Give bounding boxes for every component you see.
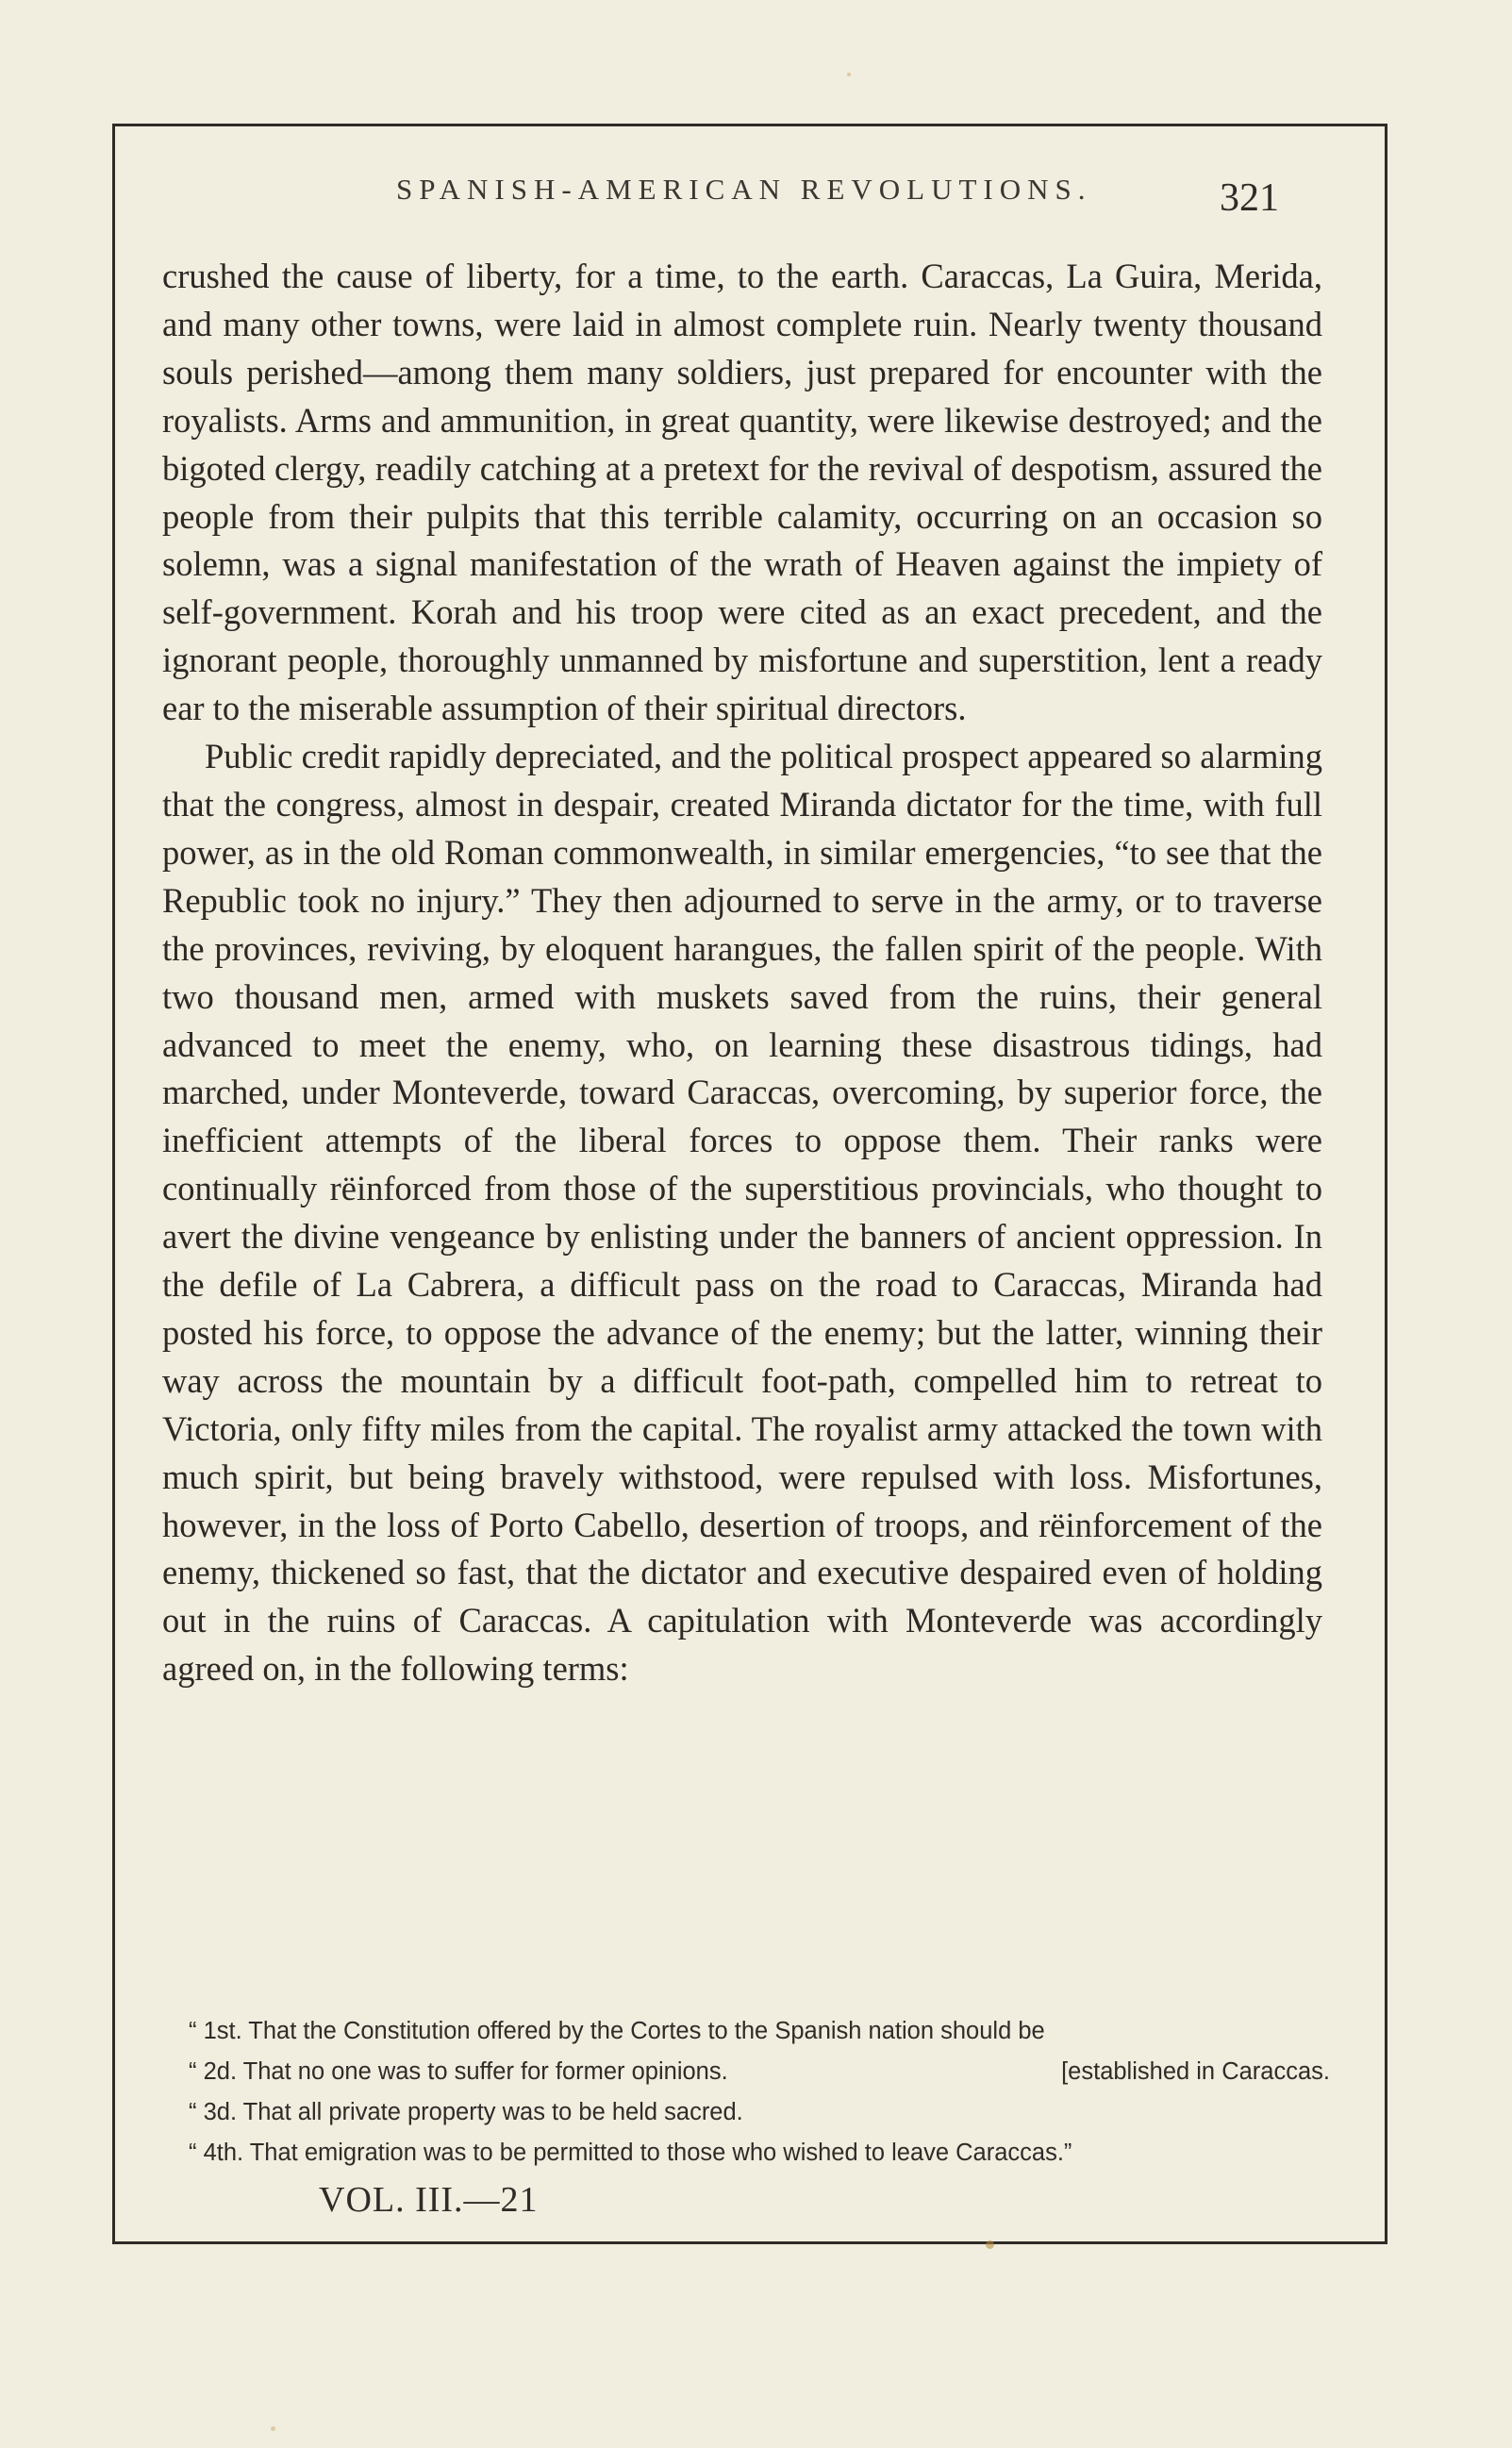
- running-head-title: SPANISH-AMERICAN REVOLUTIONS.: [396, 173, 1092, 206]
- footnote-line: [189, 2133, 1330, 2173]
- body-text: [162, 253, 1322, 1693]
- footnote-line: [189, 2052, 1330, 2092]
- paper-speck: [847, 73, 851, 76]
- paper-speck: [271, 2426, 275, 2431]
- footnote-text: “ 1st. That the Constitution offered by the Cortes to the Spanish nation should be: [189, 2018, 1045, 2044]
- paragraph-2: Public credit rapidly depreciated, and the political prospect appeared so alarming that the congress, almost in despair, created Miranda dictator for the time, with full power, as in the old Roman commonwealth, in similar emergencies, “to see that the Republic took no injury.” They then adjourned to serve in the army, or to traverse the provinces, reviving, by eloquent harangues, the fallen spirit of the people. With two thousand men, armed with muskets saved from the ruins, their general advanced to meet the enemy, who, on learning these disastrous tidings, had marched, under Monteverde, toward Caraccas, overcoming, by superior force, the inefficient attempts of the liberal forces to oppose them. Their ranks were continually rëinforced from those of the superstitious provincials, who thought to avert the divine vengeance by enlisting under the banners of ancient oppression. In the defile of La Cabrera, a difficult pass on the road to Caraccas, Miranda had posted his force, to oppose the advance of the enemy; but the latter, winning their way across the mountain by a difficult foot-path, compelled him to retreat to Victoria, only fifty miles from the capital. The royalist army attacked the town with much spirit, but being bravely withstood, were repulsed with loss. Misfortunes, however, in the loss of Porto Cabello, desertion of troops, and rëinforcement of the enemy, thickened so fast, that the dictator and executive despaired even of holding out in the ruins of Caraccas. A capitulation with Monteverde was accordingly agreed on, in the following terms:: [162, 737, 1322, 1689]
- paragraph-1: crushed the cause of liberty, for a time, to the earth. Caraccas, La Guira, Merida, and many other towns, were laid in almost complete ruin. Nearly twenty thousand souls perished—among them many soldiers, just prepared for encounter with the royalists. Arms and ammunition, in great quantity, were likewise destroyed; and the bigoted clergy, readily catching at a pretext for the revival of despotism, assured the people from their pulpits that this terrible calamity, occurring on an occasion so solemn, was a signal manifestation of the wrath of Heaven against the impiety of self-government. Korah and his troop were cited as an exact precedent, and the ignorant people, thoroughly unmanned by misfortune and superstition, lent a ready ear to the miserable assumption of their spiritual directors.: [162, 257, 1322, 728]
- footnote-text: “ 2d. That no one was to suffer for former opinions.: [189, 2058, 728, 2085]
- volume-signature: VOL. III.—21: [319, 2180, 539, 2220]
- footnote-text: “ 3d. That all private property was to be held sacred.: [189, 2099, 743, 2125]
- footnote-text: “ 4th. That emigration was to be permitted to those who wished to leave Caraccas.”: [189, 2140, 1072, 2166]
- footnotes: [189, 2011, 1330, 2173]
- footnote-line: [189, 2011, 1330, 2052]
- paper-speck: [986, 2240, 994, 2249]
- page-number: 321: [1220, 176, 1279, 220]
- footnote-continuation: [established in Caraccas.: [1061, 2058, 1330, 2085]
- footnote-line: [189, 2092, 1330, 2133]
